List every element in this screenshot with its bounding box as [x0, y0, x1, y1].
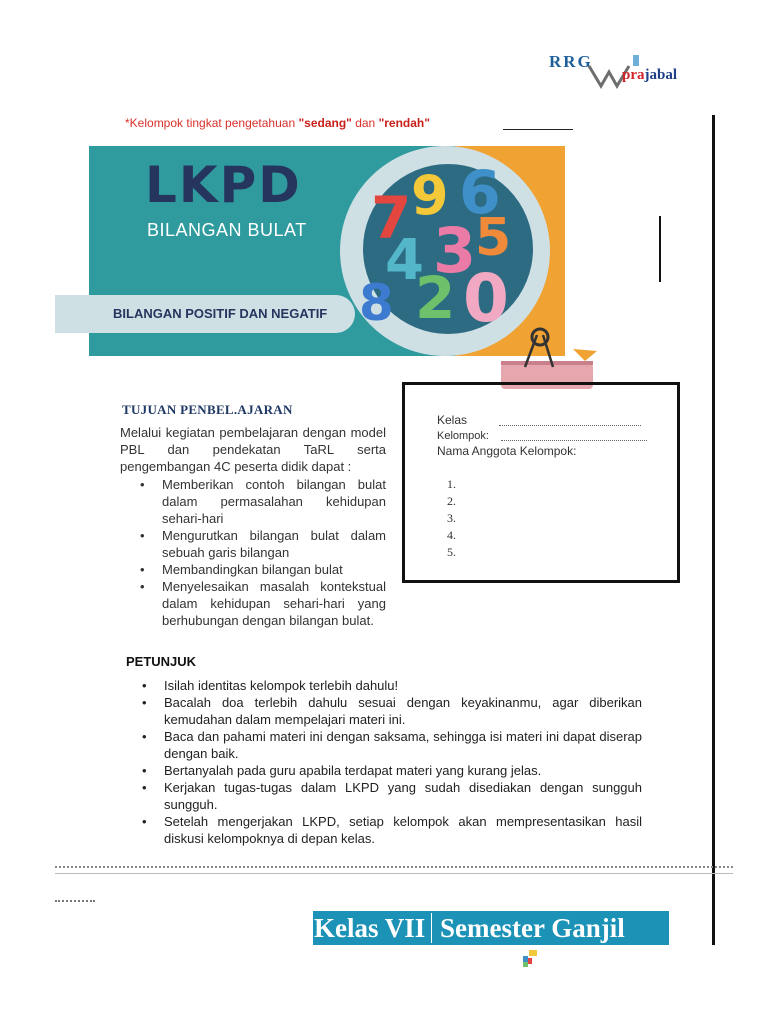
rrg-prajabal-logo [549, 52, 699, 92]
list-item: • Setelah mengerjakan LKPD, setiap kelompok akan mempresentasikan hasil diskusi kelompoknya di depan kelas. [142, 813, 642, 847]
learning-goals-list [140, 476, 386, 629]
list-item: • Baca dan pahami materi ini dengan saksama, sehingga isi materi ini dapat diserap dengan baik. [142, 728, 642, 762]
member-number: 3. [447, 511, 456, 525]
class-label: Kelas [437, 413, 468, 427]
group-level-note: *Kelompok tingkat pengetahuan "sedang" dan "rendah" [125, 116, 430, 130]
semester-text: Semester Ganjil [440, 913, 625, 943]
list-item: • Kerjakan tugas-tugas dalam LKPD yang sudah disediakan dengan sungguh sungguh. [142, 779, 642, 813]
numbers-image: 7 9 6 4 3 5 2 0 8 [363, 164, 533, 334]
list-item: • Memberikan contoh bilangan bulat dalam permasalahan kehidupan sehari-hari [140, 476, 386, 527]
footer-separator [431, 913, 432, 943]
banner-tagline: BILANGAN POSITIF DAN NEGATIF [113, 306, 328, 321]
dotted-divider-short [55, 900, 95, 902]
member-number: 5. [447, 545, 456, 559]
colorful-blocks-icon [521, 950, 539, 968]
divider-line [55, 873, 733, 874]
instructions-title: PETUNJUK [126, 654, 197, 669]
list-item: • Menyelesaikan masalah kontekstual dalam kehidupan sehari-hari yang berhubungan dengan bilangan bulat. [140, 578, 386, 629]
group-field[interactable] [501, 440, 647, 441]
list-item: • Mengurutkan bilangan bulat dalam sebuah garis bilangan [140, 527, 386, 561]
list-item: • Membandingkan bilangan bulat [140, 561, 386, 578]
members-label: Nama Anggota Kelompok: [437, 444, 577, 458]
logo-prajabal-text: prajabal [622, 67, 678, 83]
dotted-divider [55, 866, 733, 868]
instructions-list [142, 677, 642, 847]
member-number: 4. [447, 528, 456, 542]
class-field[interactable] [499, 425, 641, 426]
vertical-border-line [712, 115, 715, 945]
logo-rrg-text: RRG [549, 52, 593, 71]
member-number: 1. [447, 477, 456, 491]
vertical-short-line [659, 216, 661, 282]
learning-goals-title: TUJUAN PENBEL.AJARAN [122, 402, 293, 417]
list-item: • Isilah identitas kelompok terlebih dahulu! [142, 677, 642, 694]
group-identity-box [402, 382, 680, 583]
member-number-list [447, 476, 456, 561]
class-text: Kelas VII [314, 913, 426, 943]
banner-title: LKPD [145, 156, 302, 214]
banner-subtitle: BILANGAN BULAT [147, 220, 307, 240]
class-semester-banner [313, 911, 669, 945]
divider-line [503, 129, 573, 130]
learning-goals-intro: Melalui kegiatan pembelajaran dengan model PBL dan pendekatan TaRL serta pengembangan 4C peserta didik dapat : [120, 425, 386, 474]
member-number: 2. [447, 494, 456, 508]
group-label: Kelompok: [437, 430, 489, 442]
list-item: • Bertanyalah pada guru apabila terdapat materi yang kurang jelas. [142, 762, 642, 779]
list-item: • Bacalah doa terlebih dahulu sesuai dengan keyakinanmu, agar diberikan kemudahan dalam mempelajari materi ini. [142, 694, 642, 728]
